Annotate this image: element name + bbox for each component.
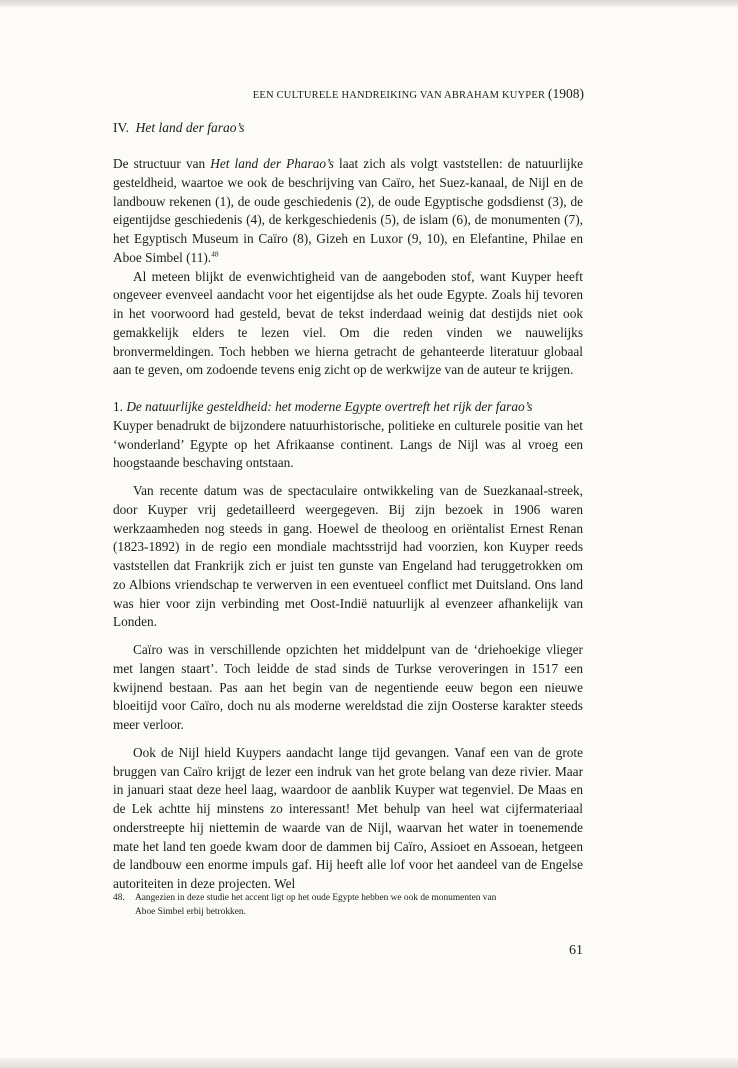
- paragraph-6: Ook de Nijl hield Kuypers aandacht lange tijd gevangen. Vanaf een van de grote bruggen van Caïro krijgt de lezer een indruk van het grote belang van deze rivier. Maar in januari staat deze heel laag, waardoor de aanblik Kuyper wat tegenviel. De Maas en de Lek achtte hij minstens zo interessant! Met behulp van heel wat cijfermateriaal onderstreepte hij niettemin de waarde van de Nijl, waarvan het water in toenemende mate het land ten goede kwam door de dammen bij Caïro, Assioet en Assoean, hetgeen de landbouw een enorme impuls gaf. Hij heeft alle lof voor het aandeel van de Engelse autoriteiten in deze projecten. Wel: [113, 744, 583, 891]
- footnote-number: 48.: [113, 893, 125, 903]
- running-year: (1908): [548, 86, 584, 101]
- footnote-reference: 48: [211, 249, 219, 259]
- section-number: IV.: [113, 120, 129, 135]
- paragraph-3: Kuyper benadrukt de bijzondere natuurhistorische, politieke en culturele positie van het ‘wonderland’ Egypte op het Afrikaanse continent. Langs de Nijl was al vroeg een hoogstaande beschaving ontstaan.: [113, 417, 583, 471]
- section-heading: [113, 120, 245, 136]
- paragraph-4: Van recente datum was de spectaculaire ontwikkeling van de Suezkanaal-streek, door Kuyper vrij gedetailleerd weergegeven. Bij zijn bezoek in 1906 waren werkzaamheden nog steeds in gang. Hoewel de theoloog en oriëntalist Ernest Renan (1823-1892) in de regio een mondiale machtsstrijd had voorzien, kon Kuyper reeds vaststellen dat Frankrijk zich er juist ten gunste van Engeland had teruggetrokken om zo Albions vriendschap te verwerven in een eventueel conflict met Duitsland. Ons land was hier voor zijn verbinding met Oost-Indië natuurlijk al evenzeer afhankelijk van Londen.: [113, 483, 583, 630]
- scan-top-edge: [0, 0, 738, 7]
- footnote: [113, 891, 583, 919]
- section-title: Het land der farao’s: [135, 120, 245, 135]
- running-title: EEN CULTURELE HANDREIKING VAN ABRAHAM KUYPER: [252, 90, 546, 101]
- subsection-number: 1.: [113, 399, 123, 414]
- paragraph-1: [113, 155, 583, 268]
- body-text: [113, 155, 583, 894]
- subsection-title: De natuurlijke gesteldheid: het moderne Egypte overtreft het rijk der farao’s: [126, 399, 533, 414]
- paragraph-5: Caïro was in verschillende opzichten het middelpunt van de ‘driehoekige vlieger met langen staart’. Toch leidde de stad sinds de Turkse veroveringen in 1517 een kwijnend bestaan. Pas aan het begin van de negentiende eeuw begon een nieuwe bloeitijd voor Caïro, doch nu als moderne wereldstad die zijn Oosterse karakter steeds meer verloor.: [113, 642, 583, 732]
- book-title-italic: Het land der Pharao’s: [210, 156, 334, 171]
- running-header: [112, 86, 584, 102]
- subsection-heading: [113, 398, 583, 417]
- footnote-line-2: Aboe Simbel erbij betrokken.: [135, 907, 246, 917]
- paragraph-1-text-c: laat zich als volgt vaststellen: de natuurlijke gesteldheid, waartoe we ook de beschrijving van Caïro, het Suez-kanaal, de Nijl en de landbouw rekenen (1), de oude geschiedenis (2), de oude Egyptische godsdienst (3), de eigentijdse geschiedenis (4), de kerkgeschiedenis (5), de islam (6), de monumenten (7), het Egyptisch Museum in Caïro (8), Gizeh en Luxor (9, 10), en Elefantine, Philae en Aboe Simbel (11).: [113, 156, 583, 265]
- paragraph-2: Al meteen blijkt de evenwichtigheid van de aangeboden stof, want Kuyper heeft ongeveer evenveel aandacht voor het eigentijdse als het oude Egypte. Zoals hij tevoren in het voorwoord had gesteld, bevat de tekst inderdaad weinig dat destijds niet ook gemakkelijk elders te lezen viel. Om die reden vinden we nauwelijks bronvermeldingen. Toch hebben we hierna getracht de gehanteerde literatuur globaal aan te geven, om zodoende tevens enig zicht op de werkwijze van de auteur te krijgen.: [113, 268, 583, 378]
- footnote-line-1: Aangezien in deze studie het accent ligt op het oude Egypte hebben we ook de monumenten van: [135, 893, 497, 903]
- scan-bottom-edge: [0, 1058, 738, 1068]
- paragraph-1-text-a: De structuur van: [113, 156, 211, 171]
- page-number: 61: [569, 943, 583, 958]
